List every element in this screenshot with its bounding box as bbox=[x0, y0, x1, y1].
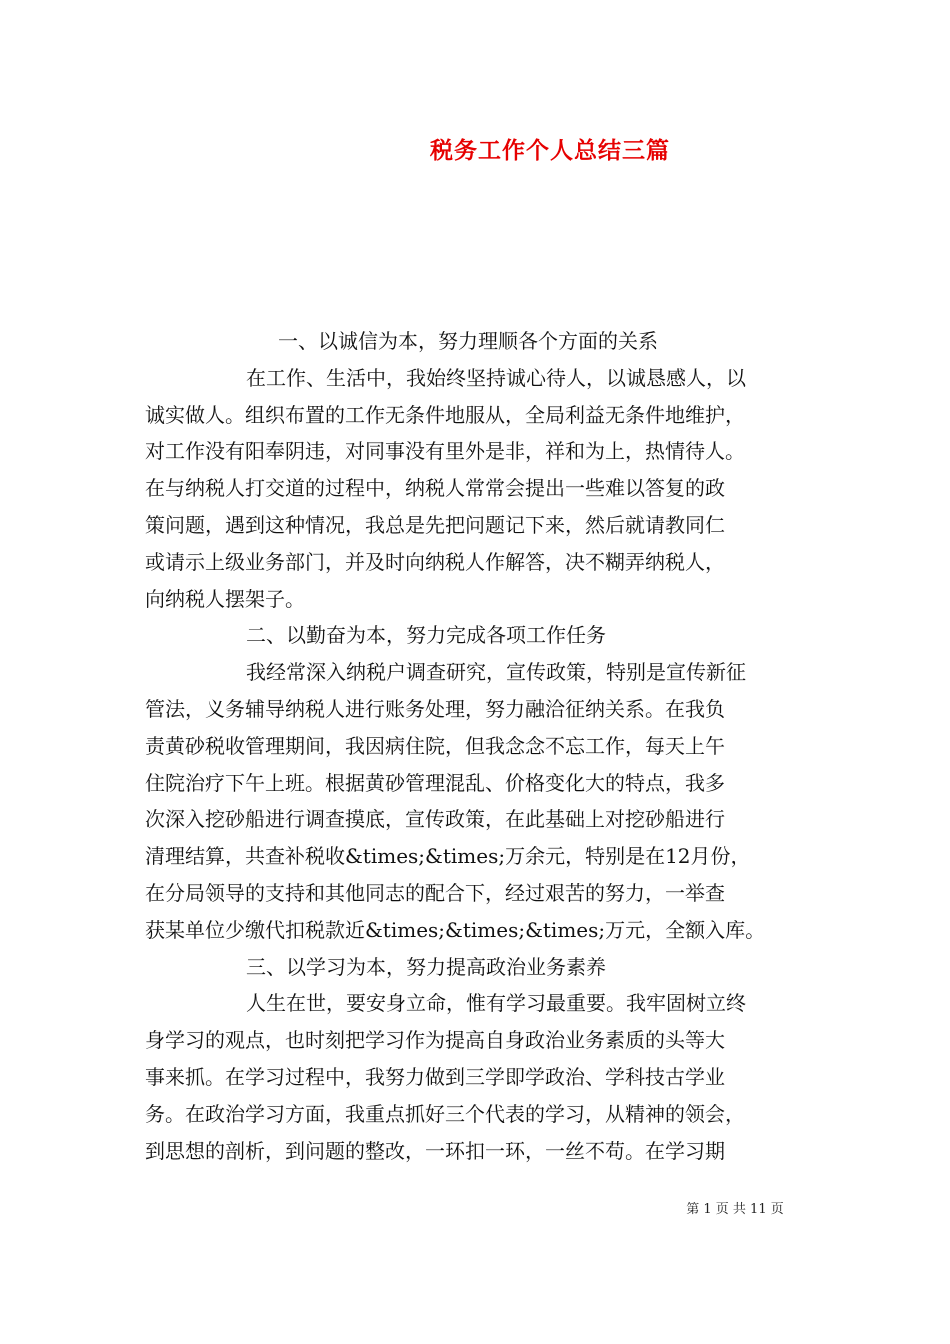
paragraph-line: 获某单位少缴代扣税款近&times;&times;&times;万元，全额入库。 bbox=[145, 917, 766, 942]
document-title: 税务工作个人总结三篇 bbox=[430, 137, 670, 164]
paragraph-line: 务。在政治学习方面，我重点抓好三个代表的学习，从精神的领会， bbox=[145, 1101, 745, 1126]
paragraph-line: 到思想的剖析，到问题的整改，一环扣一环，一丝不苟。在学习期 bbox=[145, 1138, 725, 1163]
paragraph-line: 责黄砂税收管理期间，我因病住院，但我念念不忘工作，每天上午 bbox=[145, 733, 725, 758]
paragraph-line: 住院治疗下午上班。根据黄砂管理混乱、价格变化大的特点，我多 bbox=[145, 770, 725, 795]
paragraph-line: 诚实做人。组织布置的工作无条件地服从，全局利益无条件地维护， bbox=[145, 402, 745, 427]
document-body bbox=[145, 323, 813, 1169]
paragraph-line: 对工作没有阳奉阴违，对同事没有里外是非，祥和为上，热情待人。 bbox=[145, 439, 745, 464]
paragraph-line: 管法，义务辅导纳税人进行账务处理，努力融洽征纳关系。在我负 bbox=[145, 696, 725, 721]
page-number: 第 1 页 共 11 页 bbox=[686, 1202, 784, 1217]
paragraph-line: 在与纳税人打交道的过程中，纳税人常常会提出一些难以答复的政 bbox=[145, 476, 725, 501]
paragraph-line: 人生在世，要安身立命，惟有学习最重要。我牢固树立终 bbox=[246, 991, 746, 1016]
paragraph-line: 我经常深入纳税户调查研究，宣传政策，特别是宣传新征 bbox=[246, 660, 746, 685]
section-heading-3: 三、以学习为本，努力提高政治业务素养 bbox=[246, 954, 606, 979]
paragraph-line: 次深入挖砂船进行调查摸底，宣传政策，在此基础上对挖砂船进行 bbox=[145, 807, 725, 832]
paragraph-line: 身学习的观点，也时刻把学习作为提高自身政治业务素质的头等大 bbox=[145, 1028, 725, 1053]
paragraph-line: 事来抓。在学习过程中，我努力做到三学即学政治、学科技古学业 bbox=[145, 1064, 725, 1089]
paragraph-line: 在工作、生活中，我始终坚持诚心待人，以诚恳感人，以 bbox=[246, 365, 746, 390]
section-heading-2: 二、以勤奋为本，努力完成各项工作任务 bbox=[246, 623, 606, 648]
paragraph-line: 向纳税人摆架子。 bbox=[145, 586, 305, 611]
paragraph-line: 清理结算，共查补税收&times;&times;万余元，特别是在12月份， bbox=[145, 844, 751, 869]
paragraph-line: 策问题，遇到这种情况，我总是先把问题记下来，然后就请教同仁 bbox=[145, 512, 725, 537]
paragraph-line: 在分局领导的支持和其他同志的配合下，经过艰苦的努力，一举查 bbox=[145, 880, 725, 905]
paragraph-line: 或请示上级业务部门，并及时向纳税人作解答，决不糊弄纳税人， bbox=[145, 549, 725, 574]
section-heading-1: 一、以诚信为本，努力理顺各个方面的关系 bbox=[278, 329, 658, 353]
